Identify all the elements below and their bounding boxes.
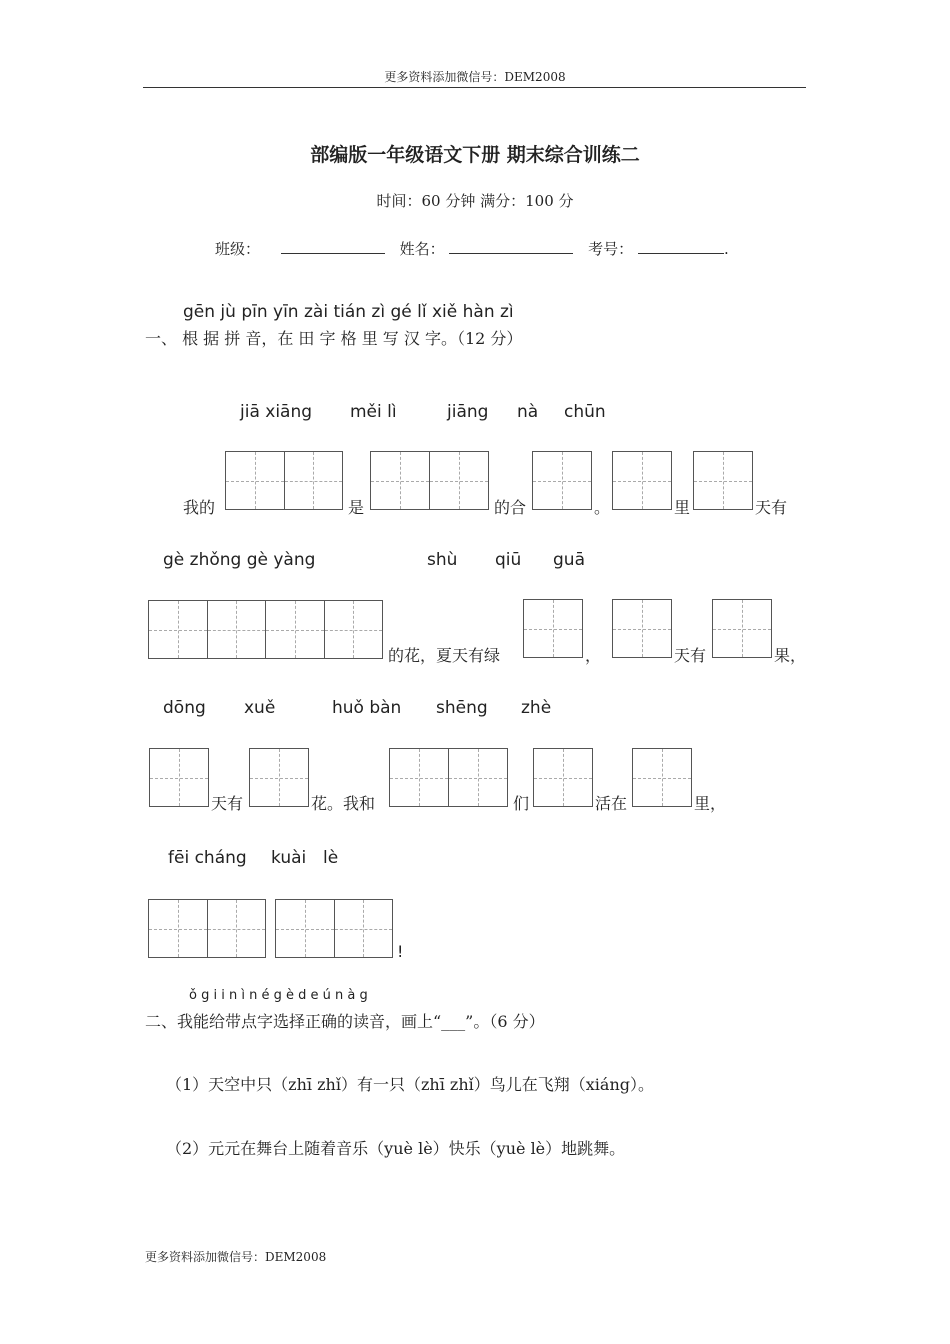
exam-info: 时间：60 分钟 满分：100 分 [376, 192, 574, 210]
pinyin: shēng [436, 698, 488, 718]
pinyin: kuài [271, 848, 307, 868]
tian-grid[interactable] [612, 451, 672, 510]
text: 我的 [183, 498, 216, 517]
pinyin: qiū [495, 550, 522, 570]
text: 里， [694, 794, 727, 813]
page-title: 部编版一年级语文下册 期末综合训练二 [310, 144, 640, 166]
q2-label: 二、我能给带点字选择正确的读音，画上“___”。（6 分） [145, 1012, 545, 1031]
tian-grid[interactable] [712, 599, 772, 658]
pinyin: měi lì [350, 402, 397, 422]
tian-grid[interactable] [632, 748, 692, 807]
q2-item: （2）元元在舞台上随着音乐（yuè lè）快乐（yuè lè）地跳舞。 [166, 1139, 626, 1158]
text: ! [397, 942, 404, 961]
header-divider [143, 87, 806, 88]
tian-grid[interactable] [225, 451, 343, 510]
text: 天有 [755, 498, 788, 517]
pinyin: gè zhǒng gè yàng [163, 550, 316, 570]
tian-grid[interactable] [532, 451, 592, 510]
tian-grid[interactable] [275, 899, 393, 958]
q2-item: （1）天空中只（zhī zhǐ）有一只（zhī zhǐ）鸟儿在飞翔（xiáng）。 [166, 1075, 654, 1094]
pinyin: fēi cháng [168, 848, 247, 868]
text: 的合 [494, 498, 527, 517]
pinyin: dōng [163, 698, 206, 718]
pinyin: shù [427, 550, 458, 570]
tian-grid[interactable] [249, 748, 309, 807]
number-blank[interactable] [638, 239, 724, 254]
text: 天有 [674, 646, 707, 665]
tian-grid[interactable] [370, 451, 489, 510]
q1-label: 一、 根 据 拼 音，在 田 字 格 里 写 汉 字。（12 分） [145, 329, 523, 348]
class-label: 班级： [215, 240, 261, 258]
text: 们 [513, 794, 530, 813]
tian-grid[interactable] [389, 748, 508, 807]
text: 果， [774, 646, 807, 665]
page-footer: 更多资料添加微信号：DEM2008 [145, 1250, 327, 1264]
tian-grid[interactable] [612, 599, 672, 658]
tian-grid[interactable] [148, 600, 383, 659]
pinyin: lè [323, 848, 339, 868]
text: 。 [594, 498, 611, 517]
tian-grid[interactable] [148, 899, 266, 958]
pinyin: guā [553, 550, 585, 570]
pinyin: jiā xiāng [240, 402, 313, 422]
class-blank[interactable] [281, 239, 385, 254]
pinyin: xuě [244, 698, 276, 718]
text: 的花，夏天有绿 [388, 646, 501, 665]
pinyin: zhè [521, 698, 552, 718]
pinyin: jiāng [447, 402, 489, 422]
tian-grid[interactable] [533, 748, 593, 807]
text: 是 [348, 498, 365, 517]
tian-grid[interactable] [149, 748, 209, 807]
q2-pinyin: ǒ g i i n ì n é g è d e ú n à g [189, 988, 368, 1003]
pinyin: huǒ bàn [332, 698, 402, 718]
name-blank[interactable] [449, 239, 573, 254]
text: 天有 [211, 794, 244, 813]
text: 花。我和 [311, 794, 376, 813]
tian-grid[interactable] [523, 599, 583, 658]
number-label: 考号： [588, 240, 634, 258]
fields-end: . [723, 240, 729, 258]
page-header: 更多资料添加微信号：DEM2008 [384, 70, 566, 84]
text: 里 [674, 498, 691, 517]
name-label: 姓名： [399, 240, 445, 258]
pinyin: chūn [564, 402, 606, 422]
text: ， [585, 646, 602, 665]
text: 活在 [595, 794, 628, 813]
pinyin: nà [517, 402, 539, 422]
student-fields [215, 238, 729, 259]
q1-pinyin: gēn jù pīn yīn zài tián zì gé lǐ xiě hàn zì [183, 302, 514, 322]
tian-grid[interactable] [693, 451, 753, 510]
